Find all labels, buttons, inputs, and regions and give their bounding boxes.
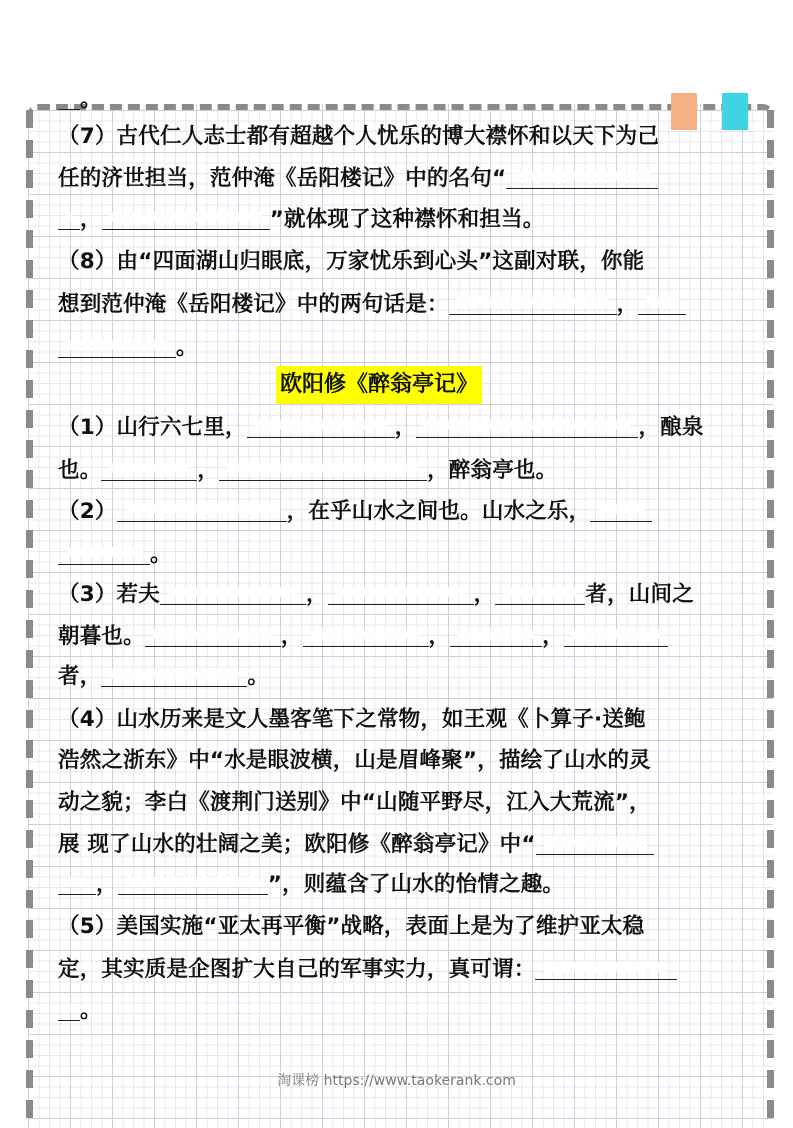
answer-blank[interactable] <box>145 620 281 647</box>
answer-blank[interactable] <box>58 868 96 895</box>
answer-blank[interactable] <box>638 288 686 315</box>
answer-blank[interactable] <box>416 411 638 438</box>
answer-blank[interactable] <box>303 620 429 647</box>
answer-blank[interactable] <box>160 578 306 605</box>
answer-blank[interactable] <box>58 203 80 230</box>
answer-blank[interactable] <box>564 620 668 647</box>
answer-blank[interactable] <box>101 660 247 687</box>
question-7-line-1: （7）古代仁人志士都有超越个人忧乐的博大襟怀和以天下为己 <box>58 124 660 149</box>
question-4-line-4: 展 现了山水的壮阔之美；欧阳修《醉翁亭记》中“ <box>58 825 654 865</box>
question-4-line-5: ， ”，则蕴含了山水的怡情之趣。 <box>58 865 564 905</box>
answer-blank[interactable] <box>58 83 80 110</box>
question-4-line-2: 浩然之浙东》中“水是眼波横，山是眉峰聚”，描绘了山水的灵 <box>58 748 651 773</box>
question-4-line-1: （4）山水历来是文人墨客笔下之常物，如王观《卜算子·送鲍 <box>58 707 646 732</box>
question-2-line-2: 。 <box>58 535 172 575</box>
answer-blank[interactable] <box>58 331 176 358</box>
question-8-line-2: 想到范仲淹《岳阳楼记》中的两句话是： ， <box>58 285 686 325</box>
question-2-line-1: （2） ，在乎山水之间也。山水之乐， <box>58 492 652 532</box>
answer-blank[interactable] <box>536 828 654 855</box>
section-title: 欧阳修《醉翁亭记》 <box>276 366 482 404</box>
answer-blank[interactable] <box>102 203 270 230</box>
text-line: 。 <box>58 80 102 120</box>
answer-blank[interactable] <box>58 538 150 565</box>
question-1-line-1: （1）山行六七里， ， ，酿泉 <box>58 408 704 448</box>
answer-blank[interactable] <box>101 454 197 481</box>
question-1-line-2: 也。 ， ，醉翁亭也。 <box>58 451 557 491</box>
question-4-line-3: 动之貌；李白《渡荆门送别》中“山随平野尽，江入大荒流”， <box>58 790 651 815</box>
answer-blank[interactable] <box>590 495 652 522</box>
dashed-border-left <box>26 110 33 1122</box>
footer-watermark: 淘课榜 https://www.taokerank.com <box>277 1073 516 1089</box>
answer-blank[interactable] <box>328 578 474 605</box>
question-3-line-2: 朝暮也。 ， ， ， <box>58 617 668 657</box>
question-3-line-1: （3）若夫 ， ， 者，山间之 <box>58 575 694 615</box>
answer-blank[interactable] <box>450 620 542 647</box>
answer-blank[interactable] <box>118 868 268 895</box>
answer-blank[interactable] <box>58 994 80 1021</box>
dashed-border-right <box>767 110 774 1122</box>
question-8-line-1: （8）由“四面湖山归眼底，万家忧乐到心头”这副对联，你能 <box>58 249 645 274</box>
question-7-line-3: ， ”就体现了这种襟怀和担当。 <box>58 200 544 240</box>
answer-blank[interactable] <box>506 162 658 189</box>
answer-blank[interactable] <box>219 454 427 481</box>
orange-tab <box>671 93 697 130</box>
question-5-line-3: 。 <box>58 991 102 1031</box>
answer-blank[interactable] <box>495 578 585 605</box>
answer-blank[interactable] <box>247 411 395 438</box>
cyan-tab <box>722 93 748 130</box>
question-5-line-2: 定，其实质是企图扩大自己的军事实力，真可谓： <box>58 950 677 990</box>
question-7-line-2: 任的济世担当，范仲淹《岳阳楼记》中的名句“ <box>58 159 658 199</box>
answer-blank[interactable] <box>535 953 677 980</box>
answer-blank[interactable] <box>117 495 287 522</box>
question-8-line-3: 。 <box>58 328 198 368</box>
question-5-line-1: （5）美国实施“亚太再平衡”战略，表面上是为了维护亚太稳 <box>58 914 645 939</box>
question-3-line-3: 者， 。 <box>58 657 269 697</box>
answer-blank[interactable] <box>449 288 617 315</box>
